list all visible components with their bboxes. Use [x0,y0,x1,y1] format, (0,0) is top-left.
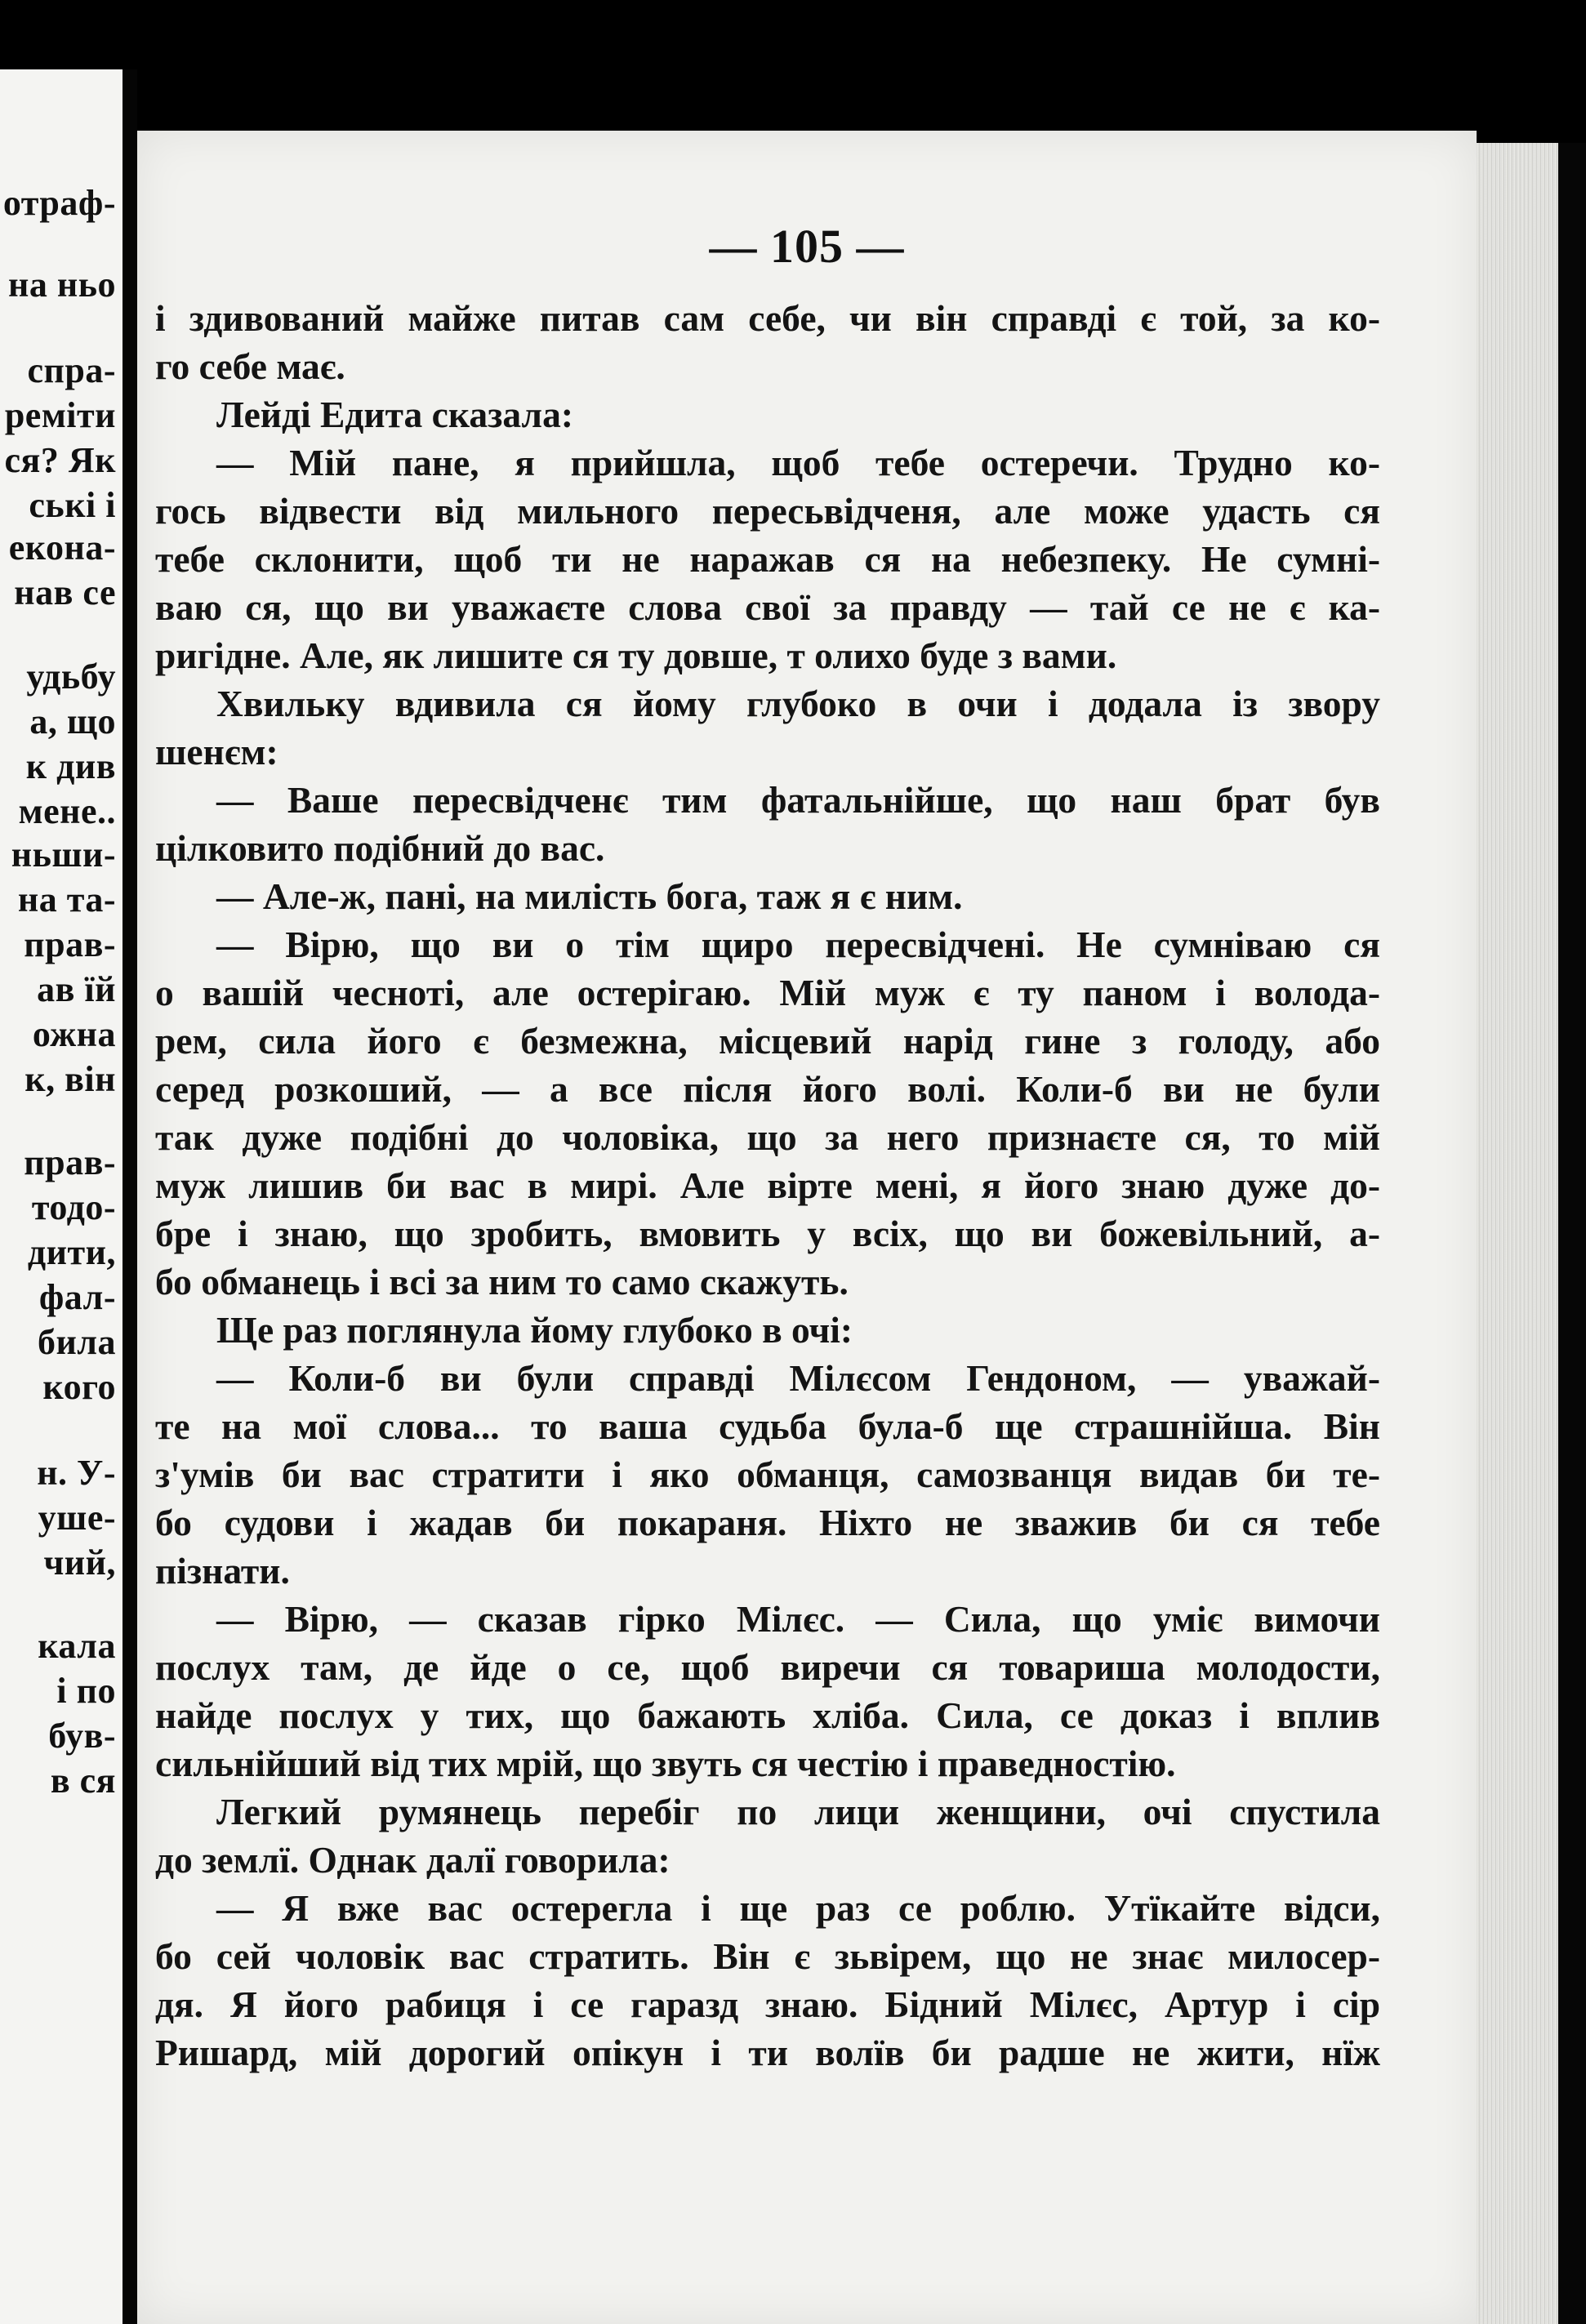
text-line: найде послух у тих, що бажають хліба. Сила, се доказ і вплив [155,1694,1380,1736]
text-line: го себе має. [155,345,345,387]
text-line: Ще раз поглянула йому глубоко в очі: [216,1309,853,1351]
previous-page-line: удьбу [26,657,116,697]
previous-page-line: к, він [25,1059,116,1099]
previous-page-line: а, що [29,701,116,741]
previous-page-line: в ся [50,1761,116,1801]
text-line: бре і знаю, що зробить, вмовить у всіх, що ви божевільний, а- [155,1213,1380,1254]
previous-page-line: нав се [14,572,116,612]
text-line: Лейді Едита сказала: [216,394,573,435]
text-line: ригідне. Але, як лишите ся ту довше, т олихо буде з вами. [155,634,1117,676]
text-line: бо судови і жадав би покараня. Ніхто не зважив би ся тебе [155,1502,1380,1543]
previous-page-line: реміти [4,395,116,435]
text-line: те на мої слова... то ваша судьба була-б ще страшнійша. Він [155,1405,1380,1447]
text-line: серед розкоший, — а все після його волі. Коли-б ви не були [155,1068,1380,1110]
text-line: шенєм: [155,731,278,772]
text-line: дя. Я його рабиця і се гаразд знаю. Бідний Мілєс, Артур і сір [155,1983,1380,2025]
page-body-text [155,294,1380,2077]
previous-page-line: прав- [24,924,116,964]
text-line: бо обманець і всі за ним то само скажуть. [155,1261,849,1302]
previous-page-line: прав- [24,1142,116,1182]
previous-page-line: била [37,1322,116,1362]
text-line: з'умів би вас стратити і яко обманця, самозванця видав би те- [155,1454,1380,1495]
text-line: о вашій чесноті, але остерігаю. Мій муж є ту паном і волода- [155,972,1380,1013]
text-line: — Мій пане, я прийшла, щоб тебе остеречи. Трудно ко- [216,442,1380,483]
text-line: — Вірю, — сказав гірко Мілєс. — Сила, що уміє вимочи [216,1598,1380,1640]
previous-page-line: спра- [27,350,116,390]
text-line: — Вірю, що ви о тім щиро пересвідчені. Не сумніваю ся [216,924,1380,965]
previous-page-line: мене.. [18,791,116,831]
previous-page-line: н. У- [37,1453,116,1493]
previous-page-line: ся? Як [4,440,116,480]
previous-page-line: тодо- [31,1187,116,1227]
text-line: і здивований майже питав сам себе, чи він справді є той, за ко- [155,297,1380,339]
text-line: тебе склонити, щоб ти не наражав ся на небезпеку. Не сумні- [155,538,1380,580]
previous-page-line: був- [48,1716,116,1756]
text-line: — Ваше пересвідченє тим фатальнійше, що наш брат був [216,779,1380,821]
previous-page-line: і по [56,1671,116,1711]
text-line: гось відвести від мильного пересьвідченя, але може удасть ся [155,490,1380,532]
text-line: так дуже подібні до чоловіка, що за него признаєте ся, то мій [155,1116,1380,1158]
previous-page-line: екона- [8,528,116,568]
previous-page-line: на та- [17,879,116,919]
previous-page-line: фал- [38,1277,116,1317]
text-line: Ришард, мій дорогий опікун і ти волїв би радше не жити, нїж [155,2032,1380,2073]
text-line: сильнійший від тих мрій, що звуть ся честію і праведностію. [155,1743,1176,1784]
previous-page-line: уше- [38,1498,116,1538]
text-line: муж лишив би вас в мирі. Але вірте мені, я його знаю дуже до- [155,1164,1380,1206]
previous-page-line: ньши- [11,835,116,875]
previous-page-line: к див [25,746,116,786]
previous-page-line: дити, [27,1232,116,1272]
book-page [137,131,1477,2324]
previous-page-line: ожна [32,1014,116,1054]
previous-page-line: на ньо [8,265,116,305]
right-background [1558,143,1586,2324]
previous-page-line: чий, [43,1543,116,1583]
text-line: — Але-ж, пані, на милість бога, таж я є ним. [216,875,963,917]
text-line: до землї. Однак далї говорила: [155,1839,670,1881]
previous-page-line: кала [38,1626,116,1666]
text-line: — Я вже вас остерегла і ще раз се роблю. Утїкайте відси, [216,1887,1380,1929]
text-line: цілковито подібний до вас. [155,827,605,869]
text-line: Хвильку вдивила ся йому глубоко в очи і додала із звору [216,683,1380,724]
previous-page-fragment [0,69,123,2324]
page-edge-stack [1477,143,1558,2324]
text-line: рем, сила його є безмежна, місцевий нарід гине з голоду, або [155,1020,1380,1062]
text-line: Легкий румянець перебіг по лици женщини, очі спустила [216,1791,1380,1832]
text-line: послух там, де йде о се, щоб виречи ся товариша молодости, [155,1646,1380,1688]
text-line: пізнати. [155,1550,290,1592]
text-line: ваю ся, що ви уважаєте слова свої за правду — тай се не є ка- [155,586,1380,628]
previous-page-line: отраф- [2,183,116,223]
previous-page-line: ські і [29,485,116,525]
previous-page-line: ав їй [37,969,116,1009]
book-spine [123,69,137,2324]
previous-page-line: кого [42,1367,116,1407]
text-line: — Коли-б ви були справді Мілєсом Гендоном, — уважай- [216,1357,1380,1399]
page-number: — 105 — [709,220,905,273]
text-line: бо сей чоловік вас стратить. Він є зьвірем, що не знає милосер- [155,1935,1380,1977]
